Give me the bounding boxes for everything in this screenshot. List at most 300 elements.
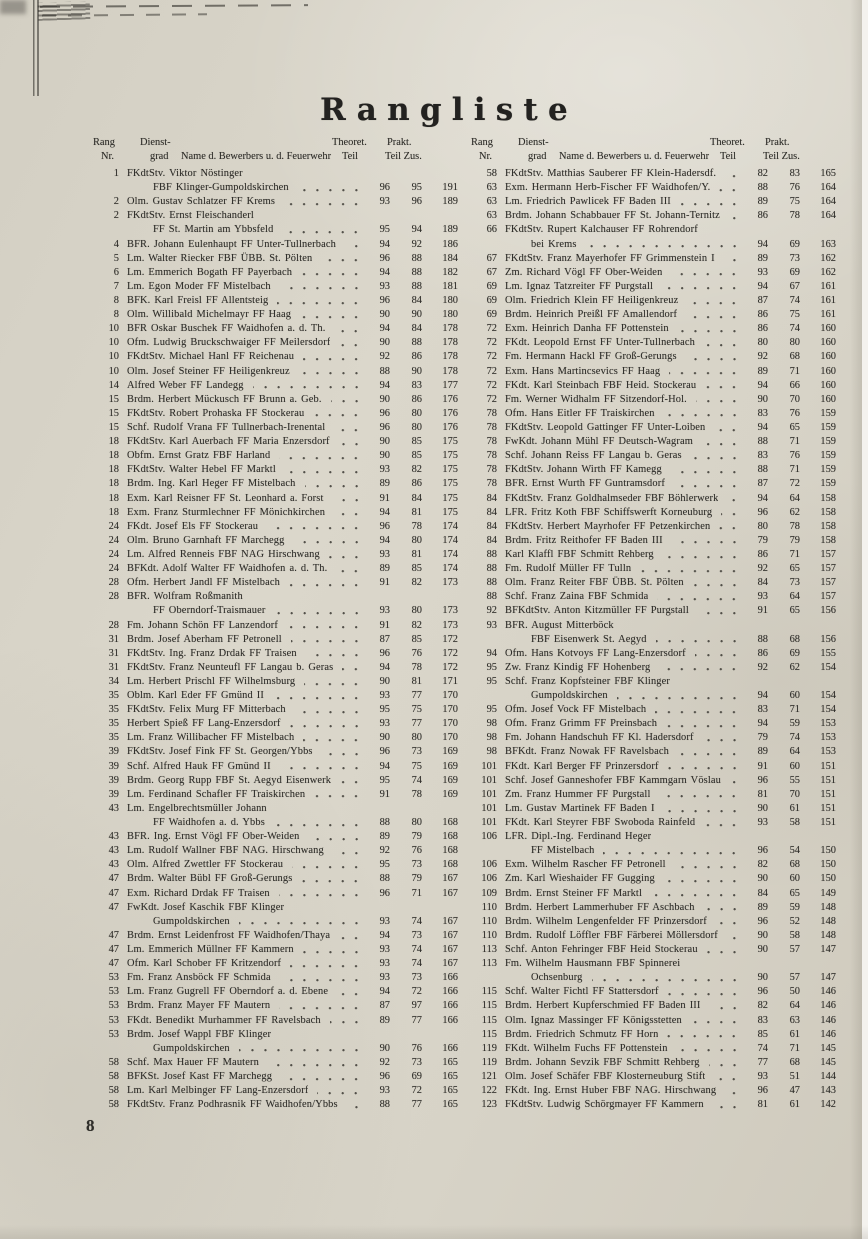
entry-name: FKdtStv. Matthias Sauberer FF Klein-Hadersdf. [505, 168, 717, 179]
rank-number: 119 [481, 1042, 497, 1054]
score-prakt: 58 [789, 817, 800, 829]
table-row [93, 1028, 460, 1042]
entry-name: Karl Klaffl FBF Schmitt Rehberg [505, 548, 654, 560]
entry-name: FKdt. Ing. Ernst Huber FBF NAG. Hirschwang [505, 1085, 717, 1097]
rank-number: 88 [486, 563, 497, 575]
table-row [93, 308, 460, 322]
entry-name-continuation: Gumpoldskirchen [153, 915, 230, 927]
rank-number: 6 [113, 266, 119, 278]
score-theoret: 94 [379, 929, 390, 941]
scan-bottom-shadow [0, 1225, 868, 1239]
rank-number: 122 [481, 1085, 497, 1097]
score-theoret: 89 [757, 746, 768, 758]
score-theoret: 93 [379, 944, 390, 956]
score-theoret: 94 [379, 534, 390, 546]
dot-leader [696, 393, 736, 407]
score-theoret: 87 [757, 478, 768, 490]
score-prakt: 60 [789, 873, 800, 885]
header-prakt: Prakt. [765, 137, 790, 148]
table-row [471, 548, 838, 562]
entry-name: BFKdtStv. Anton Kitzmüller FF Purgstall [505, 605, 689, 617]
header-rang: Rang [471, 137, 493, 148]
rank-number: 72 [486, 351, 497, 363]
score-prakt: 68 [789, 859, 800, 871]
table-row [93, 506, 460, 520]
dot-leader [702, 435, 736, 449]
rank-number: 84 [486, 492, 497, 504]
rank-number: 72 [486, 323, 497, 335]
score-prakt: 86 [411, 393, 422, 405]
entry-name: FKdtStv. Franz Podhrasnik FF Waidhofen/Ybbs [127, 1099, 338, 1111]
table-row [471, 703, 838, 717]
score-theoret: 83 [757, 704, 768, 716]
score-zus: 159 [820, 421, 836, 433]
score-zus: 166 [442, 1042, 458, 1054]
table-row [93, 619, 460, 633]
score-zus: 158 [820, 534, 836, 546]
header-grad: grad [528, 150, 547, 162]
dot-leader [709, 1056, 736, 1070]
table-row [93, 760, 460, 774]
dot-leader [273, 689, 358, 703]
rank-number: 39 [108, 760, 119, 772]
rank-number: 4 [113, 238, 119, 250]
entry-name: Lm. Rudolf Wallner FBF NAG. Hirschwang [127, 845, 324, 857]
score-zus: 151 [820, 802, 836, 814]
rank-number: 18 [108, 450, 119, 462]
rank-number: 31 [108, 633, 119, 645]
dot-leader [304, 675, 358, 689]
score-zus: 173 [442, 619, 458, 631]
score-theoret: 94 [379, 238, 390, 250]
dot-leader [292, 858, 358, 872]
rank-number: 106 [481, 859, 497, 871]
dot-leader [667, 1028, 736, 1042]
table-row [93, 971, 460, 985]
score-zus: 169 [442, 760, 458, 772]
dot-leader [309, 830, 358, 844]
entry-name: Lm. Ignaz Tatzreiter FF Purgstall [505, 280, 654, 292]
header-nr: Nr. [101, 150, 114, 162]
score-prakt: 71 [789, 704, 800, 716]
score-prakt: 90 [411, 309, 422, 321]
score-zus: 165 [820, 168, 836, 179]
score-zus: 186 [442, 238, 458, 250]
dot-leader [698, 604, 736, 618]
entry-name: FKdtStv. Franz Goldhalmseder FBF Böhlerwerk [505, 492, 719, 504]
table-row [471, 223, 838, 237]
rank-number: 43 [108, 845, 119, 857]
score-prakt: 82 [411, 619, 422, 631]
score-prakt: 70 [789, 788, 800, 800]
score-zus: 178 [442, 323, 458, 335]
rank-number: 35 [108, 690, 119, 702]
rank-number: 72 [486, 365, 497, 377]
entry-name: Lm. Ferdinand Schafler FF Traiskirchen [127, 788, 306, 800]
table-row [93, 393, 460, 407]
score-zus: 174 [442, 534, 458, 546]
score-theoret: 87 [379, 633, 390, 645]
table-row [471, 957, 838, 971]
score-prakt: 82 [411, 577, 422, 589]
score-prakt: 69 [789, 238, 800, 250]
entry-name: FKdt. Josef Els FF Stockerau [127, 520, 259, 532]
rank-number: 101 [481, 760, 497, 772]
rank-number: 5 [113, 252, 119, 264]
table-row [471, 731, 838, 745]
entry-name: FKdtStv. Ing. Franz Drdak FF Traisen [127, 647, 297, 659]
entry-name: Brdm. Johann Schabbauer FF St. Johann-Ternitz [505, 210, 720, 222]
table-row [471, 943, 838, 957]
table-row [471, 872, 838, 886]
dot-leader [693, 576, 736, 590]
score-theoret: 96 [379, 182, 390, 194]
entry-name: Exm. Franz Sturmlechner FF Mönichkirchen [127, 506, 326, 518]
score-theoret: 90 [757, 944, 768, 956]
rank-number: 72 [486, 337, 497, 349]
rank-number: 14 [108, 379, 119, 391]
score-prakt: 77 [411, 690, 422, 702]
score-zus: 159 [820, 450, 836, 462]
score-prakt: 75 [789, 309, 800, 321]
score-prakt: 73 [411, 929, 422, 941]
header-nr: Nr. [479, 150, 492, 162]
score-prakt: 76 [411, 1042, 422, 1054]
score-zus: 145 [820, 1042, 836, 1054]
rank-number: 119 [481, 1056, 497, 1068]
score-zus: 165 [442, 1071, 458, 1082]
dot-leader [686, 308, 736, 322]
score-theoret: 90 [379, 337, 390, 349]
dot-leader [284, 195, 358, 209]
table-row [93, 745, 460, 759]
score-zus: 169 [442, 788, 458, 800]
score-theoret: 91 [379, 492, 390, 504]
score-theoret: 92 [757, 563, 768, 575]
entry-name: Lm. Gustav Martinek FF Baden I [505, 802, 655, 814]
dot-leader [282, 223, 358, 237]
score-zus: 160 [820, 365, 836, 377]
score-prakt: 90 [411, 365, 422, 377]
score-prakt: 97 [411, 1000, 422, 1012]
table-row [93, 703, 460, 717]
score-theoret: 85 [757, 1028, 768, 1040]
dot-leader [274, 816, 358, 830]
table-row [471, 195, 838, 209]
score-prakt: 73 [789, 252, 800, 264]
table-row [471, 506, 838, 520]
score-prakt: 73 [411, 746, 422, 758]
score-prakt: 55 [789, 774, 800, 786]
entry-name: Exm. Wilhelm Rascher FF Petronell [505, 859, 666, 871]
rank-number: 84 [486, 534, 497, 546]
score-prakt: 73 [789, 577, 800, 589]
entry-name: FKdt. Benedikt Murhammer FF Ravelsbach [127, 1014, 321, 1026]
score-theoret: 90 [757, 393, 768, 405]
score-theoret: 93 [379, 1085, 390, 1097]
dot-leader [719, 520, 736, 534]
score-theoret: 94 [379, 986, 390, 998]
score-theoret: 93 [379, 605, 390, 617]
entry-name: FKdt. Leopold Ernst FF Unter-Tullnerbach [505, 337, 696, 349]
entry-name: Fm. Johann Schön FF Lanzendorf [127, 619, 279, 631]
dot-leader [603, 844, 736, 858]
entry-name: Ofm. Franz Grimm FF Preinsbach [505, 718, 658, 730]
score-theoret: 81 [757, 1099, 768, 1111]
score-prakt: 81 [411, 675, 422, 687]
dot-leader [617, 689, 736, 703]
dot-leader [334, 506, 358, 520]
score-theoret: 80 [757, 337, 768, 349]
dot-leader [330, 1014, 358, 1028]
table-row [93, 1014, 460, 1028]
rank-number: 101 [481, 774, 497, 786]
score-zus: 166 [442, 972, 458, 984]
score-zus: 160 [820, 323, 836, 335]
rank-number: 2 [113, 196, 119, 208]
table-row [471, 830, 838, 844]
table-row-continuation [471, 689, 838, 703]
score-prakt: 66 [789, 379, 800, 391]
dot-leader [299, 365, 358, 379]
score-theoret: 80 [757, 520, 768, 532]
score-zus: 170 [442, 704, 458, 716]
score-prakt: 78 [411, 520, 422, 532]
table-row [93, 788, 460, 802]
dot-leader [329, 548, 358, 562]
score-prakt: 76 [789, 182, 800, 194]
score-prakt: 86 [411, 478, 422, 490]
score-theoret: 93 [757, 817, 768, 829]
rank-number: 31 [108, 661, 119, 673]
table-row [471, 167, 838, 181]
score-theoret: 89 [757, 252, 768, 264]
entry-name: Brdm. Herbert Lammerhuber FF Aschbach [505, 901, 695, 913]
table-row [93, 238, 460, 252]
score-zus: 175 [442, 478, 458, 490]
dot-leader [704, 816, 736, 830]
table-row-continuation [93, 223, 460, 237]
score-theoret: 94 [379, 760, 390, 772]
score-theoret: 79 [757, 534, 768, 546]
score-zus: 143 [820, 1085, 836, 1097]
rank-number: 18 [108, 436, 119, 448]
rank-number: 28 [108, 619, 119, 631]
entry-name: Brdm. Fritz Reithofer FF Baden III [505, 534, 663, 546]
rank-number: 39 [108, 746, 119, 758]
dot-leader [314, 788, 358, 802]
entry-name: Brdm. Ing. Karl Heger FF Mistelbach [127, 478, 296, 490]
entry-name: BFR. Wolfram Roßmanith [127, 591, 243, 603]
score-prakt: 80 [411, 421, 422, 433]
table-row [93, 492, 460, 506]
score-zus: 180 [442, 309, 458, 321]
score-prakt: 74 [411, 958, 422, 970]
entry-name-continuation: Ochsenburg [531, 972, 583, 984]
score-prakt: 85 [411, 450, 422, 462]
score-theoret: 83 [757, 450, 768, 462]
entry-name: Lm. Emmerich Müllner FF Kammern [127, 944, 294, 956]
score-prakt: 84 [411, 492, 422, 504]
score-zus: 154 [820, 690, 836, 702]
dot-leader [285, 463, 358, 477]
score-prakt: 85 [411, 563, 422, 575]
score-prakt: 47 [789, 1085, 800, 1097]
dot-leader [291, 633, 358, 647]
table-column-right [471, 136, 838, 1112]
score-prakt: 81 [411, 548, 422, 560]
score-theoret: 96 [379, 746, 390, 758]
score-theoret: 89 [757, 901, 768, 913]
table-row [471, 280, 838, 294]
rank-number: 43 [108, 831, 119, 843]
score-theoret: 93 [379, 718, 390, 730]
dot-leader [664, 872, 736, 886]
score-zus: 178 [442, 337, 458, 349]
entry-name: LFR. Dipl.-Ing. Ferdinand Heger [505, 831, 652, 843]
score-theoret: 94 [757, 718, 768, 730]
rank-number: 93 [486, 619, 497, 631]
rank-number: 88 [486, 577, 497, 589]
rank-number: 106 [481, 831, 497, 843]
entry-name: Zm. Karl Wieshaider FF Gugging [505, 873, 655, 885]
score-theoret: 81 [757, 788, 768, 800]
rank-number: 31 [108, 647, 119, 659]
score-zus: 175 [442, 506, 458, 518]
entry-name: Olm. Josef Steiner FF Heiligenkreuz [127, 365, 290, 377]
score-theoret: 91 [757, 760, 768, 772]
rank-number: 18 [108, 464, 119, 476]
dot-leader [721, 506, 736, 520]
score-theoret: 92 [379, 351, 390, 363]
score-theoret: 74 [757, 1042, 768, 1054]
rank-number: 15 [108, 393, 119, 405]
entry-name: Brdm. Friedrich Schmutz FF Horn [505, 1028, 659, 1040]
entry-name: FKdtStv. Viktor Nöstinger [127, 168, 243, 179]
score-prakt: 80 [411, 732, 422, 744]
dot-leader [710, 999, 736, 1013]
entry-name: FKdtStv. Walter Hebel FF Marktl [127, 464, 276, 476]
entry-name: Lm. Friedrich Pawlicek FF Baden III [505, 196, 671, 208]
score-prakt: 74 [411, 944, 422, 956]
score-theoret: 82 [757, 1000, 768, 1012]
score-theoret: 94 [379, 661, 390, 673]
entry-name: FKdt. Wilhelm Fuchs FF Pottenstein [505, 1042, 668, 1054]
entry-name-continuation: FF St. Martin am Ybbsfeld [153, 224, 274, 236]
score-zus: 171 [442, 675, 458, 687]
score-zus: 151 [820, 760, 836, 772]
dot-leader [678, 322, 736, 336]
rank-number: 69 [486, 309, 497, 321]
entry-name: FKdtStv. Robert Prohaska FF Stockerau [127, 407, 305, 419]
score-theoret: 93 [379, 915, 390, 927]
rank-number: 35 [108, 732, 119, 744]
dot-leader [298, 181, 358, 195]
score-prakt: 69 [411, 1071, 422, 1082]
entry-name: Olm. Bruno Garnhaft FF Marchegg [127, 534, 285, 546]
rank-number: 88 [486, 548, 497, 560]
score-zus: 178 [442, 365, 458, 377]
score-prakt: 72 [411, 986, 422, 998]
score-zus: 170 [442, 718, 458, 730]
score-zus: 162 [820, 252, 836, 264]
rank-number: 66 [486, 224, 497, 236]
scan-right-edge [862, 0, 868, 1239]
entry-name: Fm. Rudolf Müller FF Tulln [505, 563, 632, 575]
score-zus: 163 [820, 238, 836, 250]
table-column-left [93, 136, 460, 1112]
score-zus: 166 [442, 986, 458, 998]
score-zus: 146 [820, 1014, 836, 1026]
score-prakt: 71 [789, 436, 800, 448]
score-zus: 151 [820, 774, 836, 786]
rank-number: 1 [113, 168, 119, 179]
table-row [471, 562, 838, 576]
score-zus: 156 [820, 605, 836, 617]
score-zus: 161 [820, 294, 836, 306]
score-theoret: 86 [757, 647, 768, 659]
rank-number: 24 [108, 534, 119, 546]
score-zus: 172 [442, 661, 458, 673]
table-row [93, 576, 460, 590]
rank-number: 8 [113, 309, 119, 321]
dot-leader [333, 844, 358, 858]
dot-leader [333, 492, 358, 506]
entry-name-continuation: Gumpoldskirchen [153, 1042, 230, 1054]
rank-number: 47 [108, 901, 119, 913]
entry-name-continuation: Gumpoldskirchen [531, 690, 608, 702]
entry-name: Zm. Richard Vögl FF Ober-Weiden [505, 266, 663, 278]
table-row [471, 590, 838, 604]
dot-leader [337, 985, 358, 999]
table-row [471, 985, 838, 999]
header-theoret: Theoret. [710, 137, 745, 148]
score-zus: 157 [820, 591, 836, 603]
score-prakt: 64 [789, 492, 800, 504]
entry-name: Brdm. Herbert Kupferschmied FF Baden III [505, 1000, 701, 1012]
score-zus: 167 [442, 944, 458, 956]
score-theoret: 95 [379, 859, 390, 871]
score-zus: 182 [442, 266, 458, 278]
dot-leader [290, 957, 358, 971]
rank-number: 123 [481, 1099, 497, 1111]
rank-number: 43 [108, 802, 119, 814]
header-name: Name d. Bewerbers u. d. Feuerwehr [559, 150, 710, 162]
entry-name: Ofm. Hans Kotvoys FF Lang-Enzersdorf [505, 647, 686, 659]
dot-leader [306, 647, 358, 661]
dot-leader [691, 449, 736, 463]
table-row [471, 520, 838, 534]
entry-name: Zw. Franz Kindig FF Hohenberg [505, 661, 651, 673]
score-prakt: 67 [789, 280, 800, 292]
score-prakt: 61 [789, 1028, 800, 1040]
score-zus: 142 [820, 1099, 836, 1111]
score-prakt: 69 [789, 266, 800, 278]
score-theoret: 82 [757, 168, 768, 179]
score-prakt: 59 [789, 901, 800, 913]
table-row [93, 463, 460, 477]
dot-leader [289, 576, 358, 590]
rank-number: 24 [108, 563, 119, 575]
score-prakt: 88 [411, 280, 422, 292]
score-theoret: 94 [757, 379, 768, 391]
table-row [93, 294, 460, 308]
dot-leader [322, 745, 358, 759]
table-row [471, 1070, 838, 1084]
score-prakt: 74 [411, 915, 422, 927]
table-row [93, 421, 460, 435]
score-prakt: 84 [411, 323, 422, 335]
